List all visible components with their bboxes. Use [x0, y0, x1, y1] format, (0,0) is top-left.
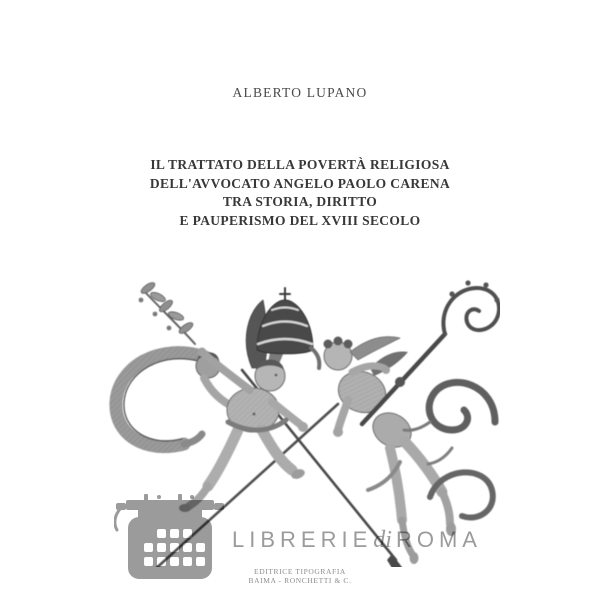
- watermark-word-roma: ROMA: [395, 527, 482, 552]
- publisher-imprint: [0, 567, 600, 585]
- putti-engraving-illustration: [100, 272, 500, 567]
- imprint-line-2: BAIMA - RONCHETTI & C.: [248, 576, 352, 585]
- putto-right: [324, 337, 457, 565]
- title-line-1: IL TRATTATO DELLA POVERTÀ RELIGIOSA: [150, 157, 450, 172]
- title-line-4: E PAUPERISMO DEL XVIII SECOLO: [179, 212, 421, 228]
- title-line-2: DELL'AVVOCATO ANGELO PAOLO CARENA: [149, 175, 451, 191]
- imprint-line-1: EDITRICE TIPOGRAFIA: [254, 567, 346, 576]
- ribbon-swirl: [116, 353, 205, 447]
- author-name: ALBERTO LUPANO: [232, 85, 368, 100]
- title-line-3: TRA STORIA, DIRITTO: [222, 194, 378, 209]
- laurel-sprig-icon: [139, 281, 195, 344]
- book-title: [0, 156, 600, 230]
- watermark-word-librerie: LIBRERIE: [232, 527, 373, 552]
- watermark-word-di: di: [373, 527, 392, 553]
